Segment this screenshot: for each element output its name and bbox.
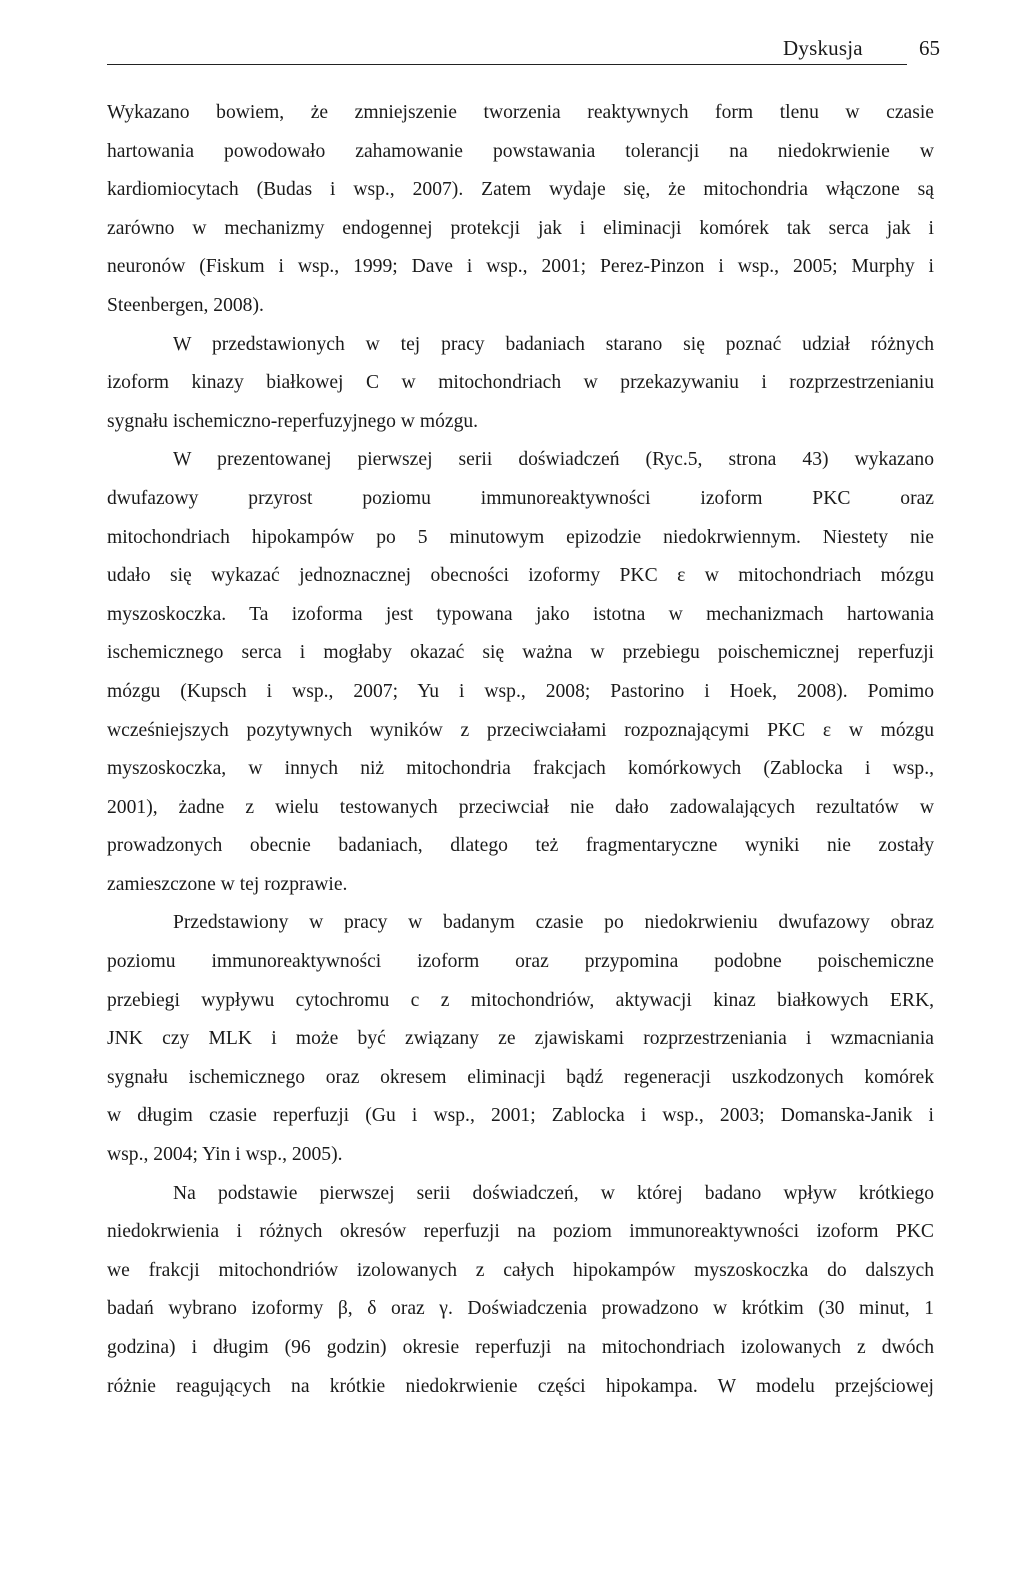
text-line: godzina) i długim (96 godzin) okresie reperfuzji na mitochondriach izolowanych z dwóch [107, 1337, 934, 1358]
header-rule [107, 64, 907, 65]
body-text [107, 94, 934, 1406]
text-line: 2001), żadne z wielu testowanych przeciwciał nie dało zadowalających rezultatów w [107, 796, 934, 818]
text-line: wsp., 2004; Yin i wsp., 2005). [107, 1144, 343, 1166]
text-line: w długim czasie reperfuzji (Gu i wsp., 2001; Zablocka i wsp., 2003; Domanska-Janik i [107, 1105, 934, 1127]
text-line: zamieszczone w tej rozprawie. [107, 873, 348, 895]
text-line: różnie reagujących na krótkie niedokrwienie części hipokampa. W modelu przejściowej [107, 1375, 934, 1397]
text-line: kardiomiocytach (Budas i wsp., 2007). Zatem wydaje się, że mitochondria włączone są [107, 179, 934, 201]
running-header [107, 36, 941, 66]
text-line: udało się wykazać jednoznacznej obecności izoformy PKC ε w mitochondriach mózgu [107, 565, 934, 587]
text-line: mózgu (Kupsch i wsp., 2007; Yu i wsp., 2008; Pastorino i Hoek, 2008). Pomimo [107, 680, 934, 702]
text-line: badań wybrano izoformy β, δ oraz γ. Doświadczenia prowadzono w krótkim (30 minut, 1 [107, 1298, 934, 1320]
paragraph [107, 326, 934, 442]
text-line: wcześniejszych pozytywnych wyników z przeciwciałami rozpoznającymi PKC ε w mózgu [107, 719, 934, 741]
text-line: myszoskoczka. Ta izoforma jest typowana jako istotna w mechanizmach hartowania [107, 603, 934, 625]
text-line: neuronów (Fiskum i wsp., 1999; Dave i wsp., 2001; Perez-Pinzon i wsp., 2005; Murphy i [107, 256, 934, 278]
section-title: Dyskusja [783, 36, 863, 60]
text-line: W prezentowanej pierwszej serii doświadczeń (Ryc.5, strona 43) wykazano [173, 449, 934, 471]
paragraph [107, 441, 934, 904]
paragraph [107, 904, 934, 1174]
text-line: hartowania powodowało zahamowanie powstawania tolerancji na niedokrwienie w [107, 140, 934, 162]
text-line: W przedstawionych w tej pracy badaniach starano się poznać udział różnych [173, 333, 934, 355]
text-line: niedokrwienia i różnych okresów reperfuzji na poziom immunoreaktywności izoform PKC [107, 1221, 934, 1243]
text-line: przebiegi wypływu cytochromu c z mitochondriów, aktywacji kinaz białkowych ERK, [107, 989, 934, 1011]
text-line: Wykazano bowiem, że zmniejszenie tworzenia reaktywnych form tlenu w czasie [107, 102, 934, 123]
text-line: poziomu immunoreaktywności izoform oraz przypomina podobne poischemiczne [107, 951, 934, 973]
text-line: ischemicznego serca i mogłaby okazać się ważna w przebiegu poischemicznej reperfuzji [107, 642, 934, 664]
text-line: we frakcji mitochondriów izolowanych z całych hipokampów myszoskoczka do dalszych [107, 1259, 934, 1281]
page-number: 65 [919, 36, 940, 60]
text-line: Na podstawie pierwszej serii doświadczeń, w której badano wpływ krótkiego [173, 1182, 934, 1204]
text-line: mitochondriach hipokampów po 5 minutowym epizodzie niedokrwiennym. Niestety nie [107, 526, 934, 548]
text-line: myszoskoczka, w innych niż mitochondria frakcjach komórkowych (Zablocka i wsp., [107, 758, 934, 780]
text-line: dwufazowy przyrost poziomu immunoreaktywności izoform PKC oraz [107, 487, 934, 509]
text-line: JNK czy MLK i może być związany ze zjawiskami rozprzestrzeniania i wzmacniania [107, 1028, 934, 1050]
text-line: Przedstawiony w pracy w badanym czasie po niedokrwieniu dwufazowy obraz [173, 912, 934, 934]
text-line: sygnału ischemicznego oraz okresem eliminacji bądź regeneracji uszkodzonych komórek [107, 1066, 934, 1088]
paragraph [107, 94, 934, 326]
paragraph [107, 1175, 934, 1407]
text-line: Steenbergen, 2008). [107, 294, 264, 316]
text-line: izoform kinazy białkowej C w mitochondriach w przekazywaniu i rozprzestrzenianiu [107, 372, 934, 394]
text-line: zarówno w mechanizmy endogennej protekcji jak i eliminacji komórek tak serca jak i [107, 217, 934, 239]
text-line: sygnału ischemiczno-reperfuzyjnego w mózgu. [107, 410, 479, 432]
text-line: prowadzonych obecnie badaniach, dlatego też fragmentaryczne wyniki nie zostały [107, 835, 934, 857]
